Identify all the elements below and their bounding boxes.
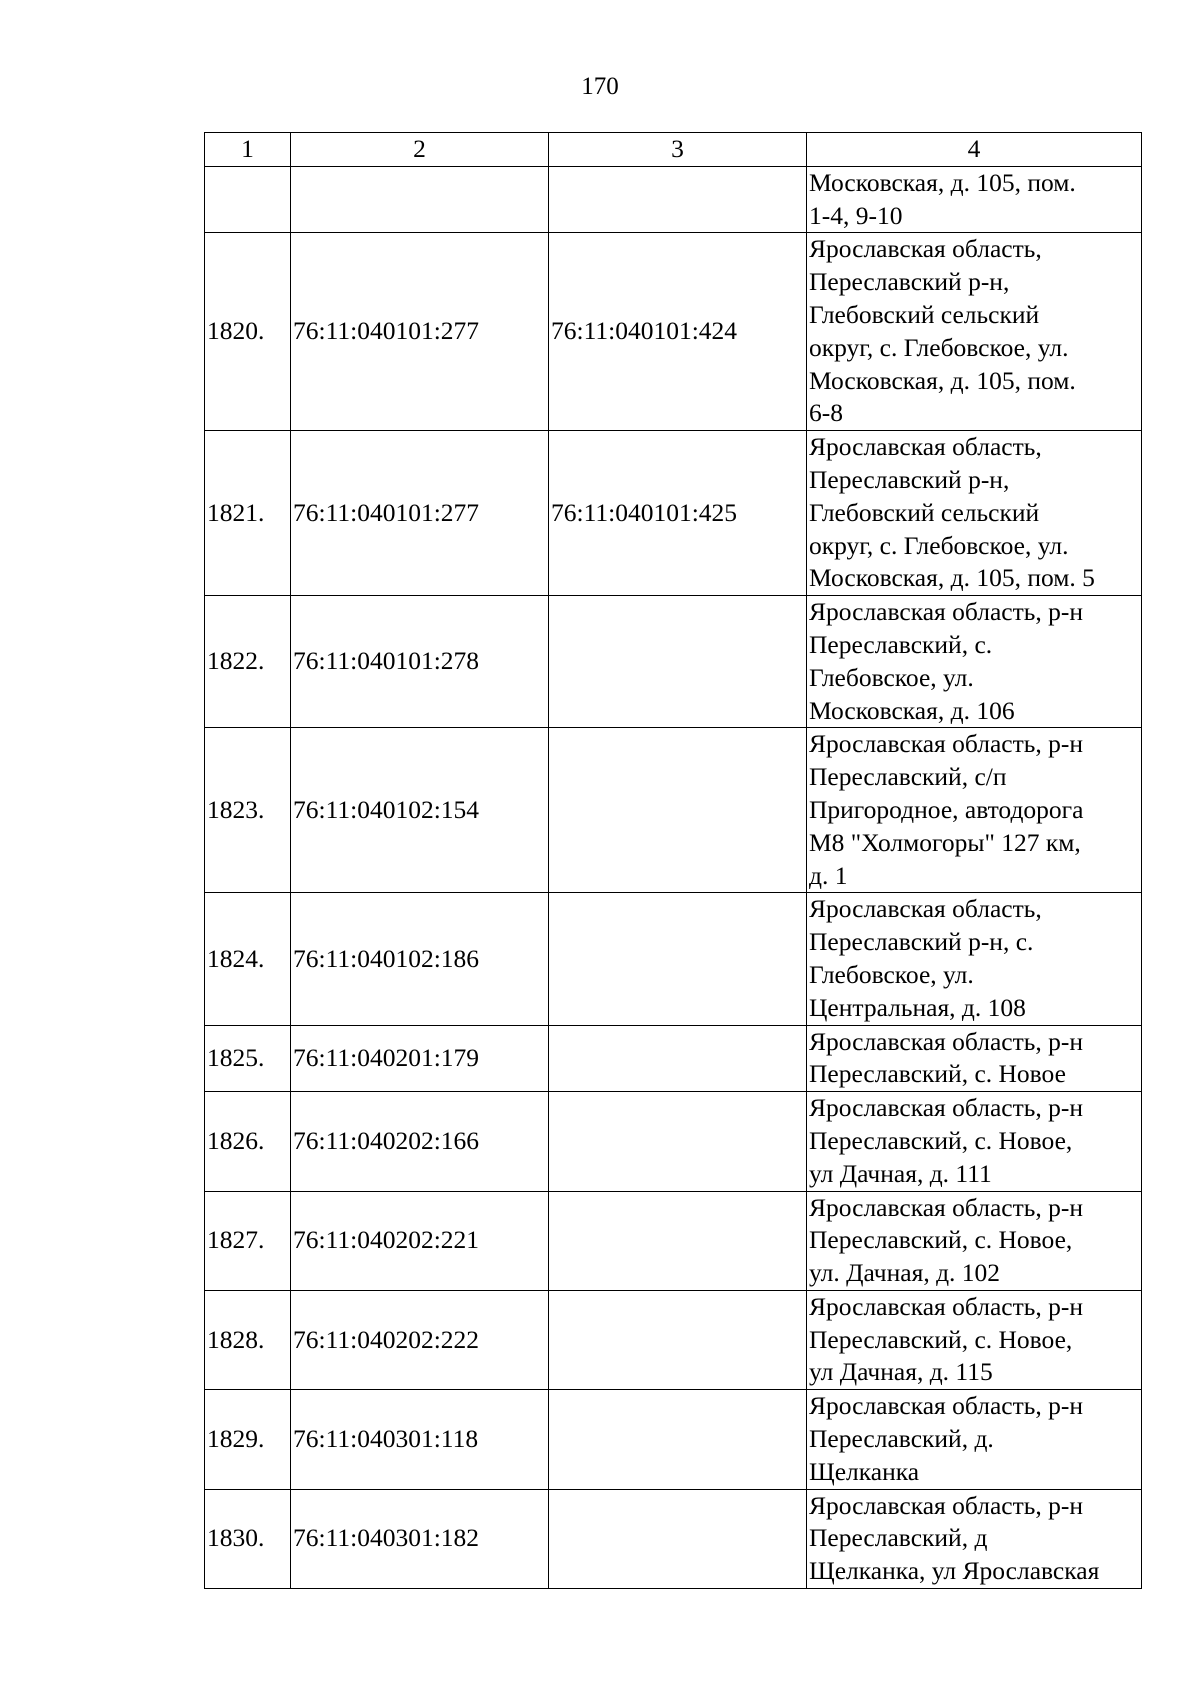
row-number: 1827. <box>205 1191 291 1290</box>
table-row <box>205 1092 1142 1191</box>
table-row <box>205 1489 1142 1588</box>
header-col-1: 1 <box>205 133 291 167</box>
address: Ярославская область, р-н Переславский, с. Новое, ул Дачная, д. 115 <box>807 1290 1142 1389</box>
cadastral-number: 76:11:040301:182 <box>291 1489 549 1588</box>
cadastral-number: 76:11:040101:278 <box>291 596 549 728</box>
row-number: 1820. <box>205 233 291 431</box>
table-row <box>205 596 1142 728</box>
registry-table <box>204 132 1142 1589</box>
address: Ярославская область, р-н Переславский, д Щелканка, ул Ярославская <box>807 1489 1142 1588</box>
row-number: 1829. <box>205 1390 291 1489</box>
page-number: 170 <box>581 73 619 100</box>
address: Ярославская область, р-н Переславский, д. Щелканка <box>807 1390 1142 1489</box>
cadastral-number: 76:11:040101:277 <box>291 431 549 596</box>
row-number: 1826. <box>205 1092 291 1191</box>
address: Ярославская область, Переславский р-н, Глебовский сельский округ, с. Глебовское, ул. Московская, д. 105, пом. 5 <box>807 431 1142 596</box>
related-cadastral-number <box>549 1390 807 1489</box>
address: Московская, д. 105, пом. 1-4, 9-10 <box>807 166 1142 233</box>
header-col-2: 2 <box>291 133 549 167</box>
related-cadastral-number <box>549 1191 807 1290</box>
address: Ярославская область, р-н Переславский, с. Новое, ул Дачная, д. 111 <box>807 1092 1142 1191</box>
related-cadastral-number <box>549 596 807 728</box>
cadastral-number: 76:11:040102:186 <box>291 893 549 1025</box>
table-row <box>205 1390 1142 1489</box>
address: Ярославская область, Переславский р-н, с. Глебовское, ул. Центральная, д. 108 <box>807 893 1142 1025</box>
table-row <box>205 233 1142 431</box>
header-row <box>205 133 1142 167</box>
related-cadastral-number: 76:11:040101:425 <box>549 431 807 596</box>
address: Ярославская область, р-н Переславский, с/п Пригородное, автодорога М8 "Холмогоры" 127 км, д. 1 <box>807 728 1142 893</box>
cadastral-number: 76:11:040102:154 <box>291 728 549 893</box>
cadastral-number: 76:11:040202:222 <box>291 1290 549 1389</box>
header-col-3: 3 <box>549 133 807 167</box>
address: Ярославская область, р-н Переславский, с. Новое <box>807 1025 1142 1092</box>
address: Ярославская область, Переславский р-н, Глебовский сельский округ, с. Глебовское, ул. Московская, д. 105, пом. 6-8 <box>807 233 1142 431</box>
cadastral-number: 76:11:040201:179 <box>291 1025 549 1092</box>
related-cadastral-number <box>549 1092 807 1191</box>
header-col-4: 4 <box>807 133 1142 167</box>
related-cadastral-number <box>549 728 807 893</box>
cadastral-number: 76:11:040301:118 <box>291 1390 549 1489</box>
related-cadastral-number <box>549 1290 807 1389</box>
address: Ярославская область, р-н Переславский, с. Глебовское, ул. Московская, д. 106 <box>807 596 1142 728</box>
row-number: 1822. <box>205 596 291 728</box>
cadastral-number: 76:11:040101:277 <box>291 233 549 431</box>
row-number: 1821. <box>205 431 291 596</box>
related-cadastral-number <box>549 893 807 1025</box>
row-number: 1830. <box>205 1489 291 1588</box>
related-cadastral-number: 76:11:040101:424 <box>549 233 807 431</box>
cadastral-number <box>291 166 549 233</box>
table-row <box>205 1025 1142 1092</box>
table-row <box>205 728 1142 893</box>
table-row <box>205 1290 1142 1389</box>
related-cadastral-number <box>549 1489 807 1588</box>
table-row <box>205 431 1142 596</box>
table-row <box>205 1191 1142 1290</box>
cadastral-number: 76:11:040202:221 <box>291 1191 549 1290</box>
cadastral-number: 76:11:040202:166 <box>291 1092 549 1191</box>
row-number: 1828. <box>205 1290 291 1389</box>
row-number: 1823. <box>205 728 291 893</box>
address: Ярославская область, р-н Переславский, с. Новое, ул. Дачная, д. 102 <box>807 1191 1142 1290</box>
related-cadastral-number <box>549 1025 807 1092</box>
row-number: 1824. <box>205 893 291 1025</box>
table-row <box>205 893 1142 1025</box>
row-number: 1825. <box>205 1025 291 1092</box>
row-number <box>205 166 291 233</box>
related-cadastral-number <box>549 166 807 233</box>
table-row <box>205 166 1142 233</box>
